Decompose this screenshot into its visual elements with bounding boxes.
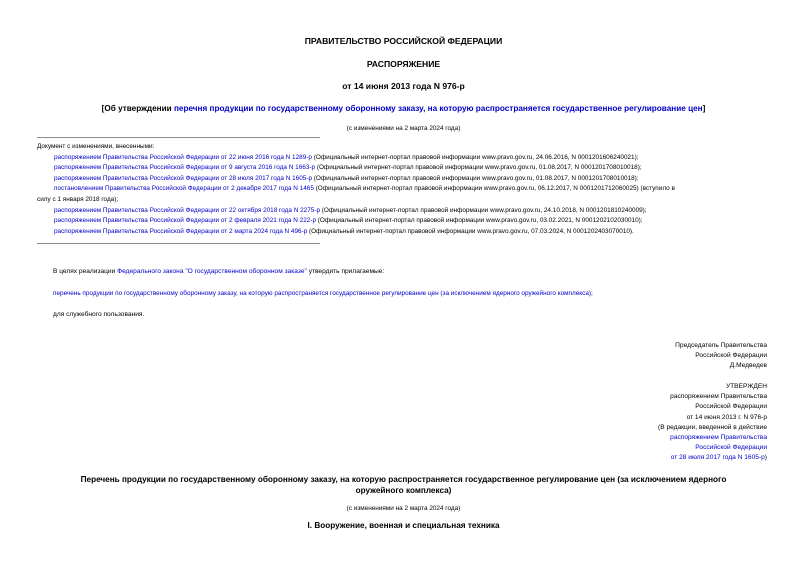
changes-block <box>37 142 768 237</box>
change-text: (Официальный интернет-портал правовой информации www.pravo.gov.ru, 01.08.2017, N 0001201708010018); <box>312 174 639 182</box>
document-date-number: от 14 июня 2013 года N 976-р <box>342 81 465 91</box>
change-item <box>37 153 768 164</box>
signature-position: Председатель Правительства <box>675 342 767 349</box>
change-item <box>37 206 768 217</box>
approval-line: распоряжением Правительства <box>670 393 767 401</box>
title-open: [Об утверждении <box>101 104 174 113</box>
purpose-after: утвердить прилагаемые: <box>306 268 385 275</box>
approval-line: (В редакции, введенной в действие <box>658 423 767 431</box>
changes-intro: Документ с изменениями, внесенными: <box>37 143 155 150</box>
approved-list-punct: ; <box>591 290 593 297</box>
change-item <box>37 184 768 195</box>
approval-link-line[interactable]: распоряжением Правительства <box>670 434 767 442</box>
change-text: (Официальный интернет-портал правовой информации www.pravo.gov.ru, 03.02.2021, N 0001202102030010); <box>316 217 643 225</box>
federal-law-link[interactable]: Федерального закона "О государственном оборонном заказе" <box>117 268 307 275</box>
change-link[interactable]: распоряжением Правительства Российской Федерации от 2 марта 2024 года N 496-р <box>54 227 308 235</box>
change-text: (Официальный интернет-портал правовой информации www.pravo.gov.ru, 01.08.2017, N 0001201708010018); <box>315 164 642 172</box>
approval-line: Российской Федерации <box>695 403 767 411</box>
section-heading: I. Вооружение, военная и специальная техника <box>307 521 500 530</box>
title-close: ] <box>702 104 706 113</box>
document-title <box>0 104 807 113</box>
change-text: (Официальный интернет-портал правовой информации www.pravo.gov.ru, 24.06.2016, N 0001201606240021); <box>311 153 639 161</box>
purpose-before: В целях реализации <box>53 268 118 275</box>
approved-list-paragraph <box>53 290 593 297</box>
change-text: (Официальный интернет-портал правовой информации www.pravo.gov.ru, 06.12.2017, N 0001201712060025) (вступило в <box>313 185 675 193</box>
change-text: (Официальный интернет-портал правовой информации www.pravo.gov.ru, 07.03.2024, N 0001202403070010). <box>307 227 634 235</box>
title-edition: (с изменениями на 2 марта 2024 года) <box>346 125 461 132</box>
list-title-line2: оружейного комплекса) <box>355 486 452 495</box>
approval-stamp-block <box>658 382 767 464</box>
change-link[interactable]: распоряжением Правительства Российской Федерации от 9 августа 2016 года N 1663-р <box>54 164 316 172</box>
change-item <box>37 163 768 174</box>
signature-country: Российской Федерации <box>695 352 767 360</box>
change-item <box>37 227 768 238</box>
signature-name: Д.Медведев <box>729 362 767 370</box>
approval-close-paren: ) <box>764 454 767 462</box>
official-use-paragraph: для служебного пользования. <box>53 311 145 318</box>
change-link[interactable]: распоряжением Правительства Российской Федерации от 22 июня 2016 года N 1289-р <box>54 153 312 161</box>
approved-list-link[interactable]: перечень продукции по государственному оборонному заказу, на которую распространяется государственное регулирование цен (за исключением ядерного оружейного комплекса) <box>53 290 592 297</box>
change-text: (Официальный интернет-портал правовой информации www.pravo.gov.ru, 24.10.2018, N 0001201810240009); <box>320 206 647 214</box>
change-item <box>37 174 768 185</box>
signature-block <box>675 341 767 372</box>
change-link[interactable]: распоряжением Правительства Российской Федерации от 28 июля 2017 года N 1605-р <box>54 174 313 182</box>
list-title-line1: Перечень продукции по государственному оборонному заказу, на которую распространяется государственное регулирование цен (за исключением ядерного <box>80 475 727 484</box>
approval-heading: УТВЕРЖДЕН <box>725 383 767 390</box>
approval-line: от 14 июня 2013 г. N 976-р <box>686 413 767 421</box>
approval-link-line[interactable]: Российской Федерации <box>695 444 767 452</box>
change-item <box>37 216 768 227</box>
separator-bottom <box>37 243 320 244</box>
list-title <box>0 474 807 496</box>
approval-link-line[interactable]: от 28 июля 2017 года N 1605-р <box>670 454 765 462</box>
title-link[interactable]: перечня продукции по государственному оборонному заказу, на которую распространяется государственное регулирование цен <box>173 104 703 113</box>
change-link[interactable]: постановлением Правительства Российской Федерации от 2 декабря 2017 года N 1465 <box>54 185 314 193</box>
purpose-paragraph <box>53 268 384 275</box>
separator-top <box>37 137 320 138</box>
change-link[interactable]: распоряжением Правительства Российской Федерации от 22 октября 2018 года N 2275-р <box>54 206 321 214</box>
government-heading: ПРАВИТЕЛЬСТВО РОССИЙСКОЙ ФЕДЕРАЦИИ <box>304 36 503 46</box>
list-edition: (с изменениями на 2 марта 2024 года) <box>346 505 461 512</box>
change-link[interactable]: распоряжением Правительства Российской Федерации от 2 февраля 2021 года N 222-р <box>54 217 316 225</box>
document-type: РАСПОРЯЖЕНИЕ <box>366 59 441 69</box>
approval-link-last <box>658 453 767 463</box>
change-item-continuation: силу с 1 января 2018 года); <box>37 195 119 203</box>
